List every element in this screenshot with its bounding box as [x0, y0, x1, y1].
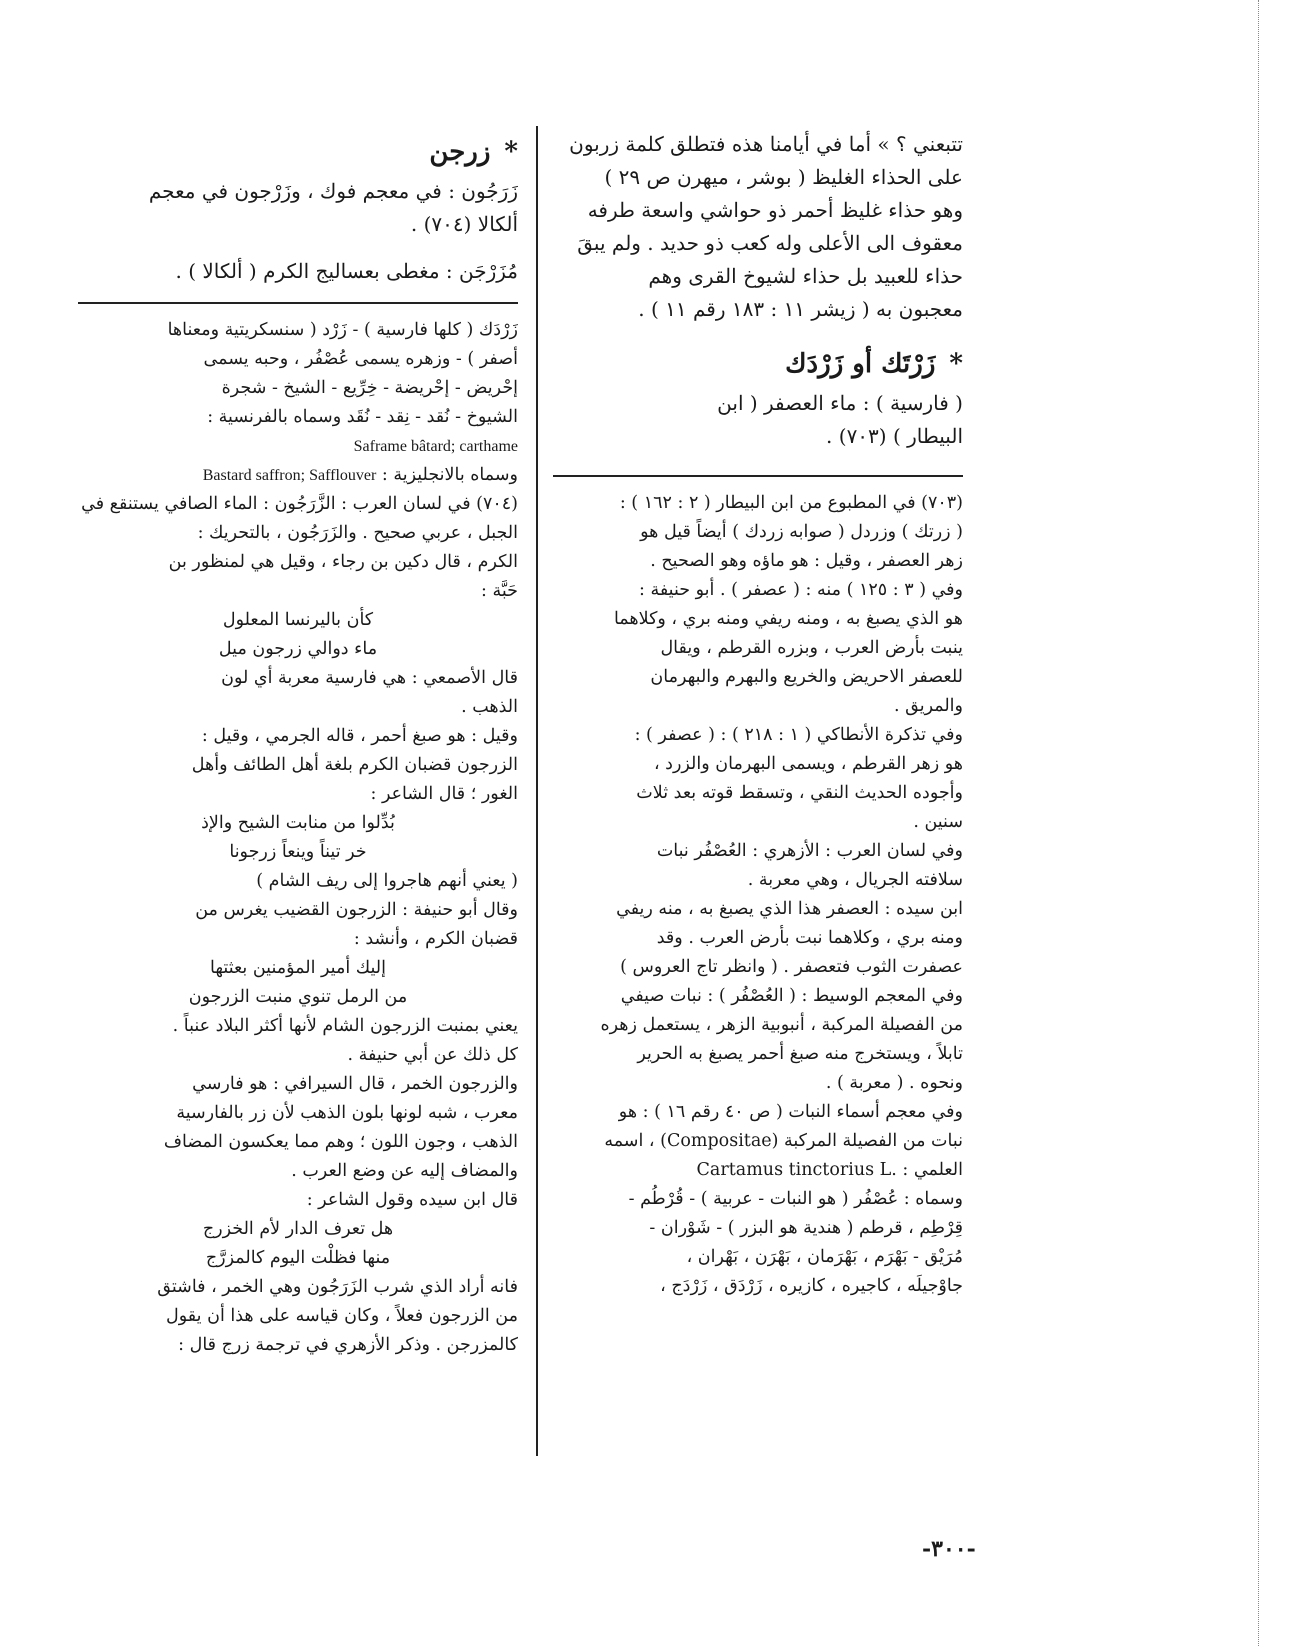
footnote-line: أصفر ) - وزهره يسمى عُصْفُر ، وحبه يسمى — [203, 349, 518, 369]
footnote-line: وفي تذكرة الأنطاكي ( ١ : ٢١٨ ) : ( عصفر ) : — [634, 725, 963, 745]
footnote-line: هو زهر القرطم ، ويسمى البهرمان والزرد ، — [653, 754, 963, 774]
verse-line: خر تيناً وينعاً زرجونا — [229, 842, 367, 862]
verse-line: هل تعرف الدار لأم الخزرج — [202, 1219, 394, 1239]
footnote-line: نبات من الفصيلة المركبة (Compositae) ، اسمه — [604, 1131, 963, 1151]
entry-heading-text: زرجن — [429, 137, 491, 167]
footnote-line: مُرَيْق - بَهْرَم ، بَهْرَمان ، بَهْرَن ، بَهْران ، — [686, 1247, 963, 1267]
left-column — [78, 128, 518, 1360]
footnote-line: قِرْطِم ، قرطم ( هندية هو البزر ) - شَوْران - — [649, 1218, 963, 1238]
footnote-line: وقال أبو حنيفة : الزرجون القضيب يغرس من — [195, 900, 518, 920]
page-number: -٣٠٠- — [922, 1536, 976, 1562]
right-footnotes — [553, 489, 963, 1301]
footnote-line: ( يعني أنهم هاجروا إلى ريف الشام ) — [256, 871, 518, 891]
footnote-line: ( زرتك ) وزردل ( صوابه زردك ) أيضاً قيل هو — [640, 522, 963, 542]
footnote-line: ومنه بري ، وكلاهما نبت بأرض العرب . وقد — [656, 928, 963, 948]
verse-line: منها فظلْت اليوم كالمزرَّج — [205, 1248, 391, 1268]
footnote-line: الشيوخ - نُقد - نِقد - نُقَد وسماه بالفرنسية : — [207, 407, 518, 427]
footnote-line: (٧٠٤) في لسان العرب : الزَّرَجُون : الماء الصافي يستنقع في — [81, 494, 518, 514]
footnote-line: جاوْجيلَه ، كاجيره ، كازيره ، زَرْدَق ، زَرْدَج ، — [660, 1276, 963, 1296]
verse-line: بُدِّلوا من منابت الشيح والإذ — [201, 813, 395, 833]
footnote-line: قال الأصمعي : هي فارسية معربة أي لون — [221, 668, 518, 688]
footnote-line: هو الذي يصبغ به ، ومنه ريفي ومنه بري ، وكلاهما — [613, 609, 963, 629]
footnote-line: العلمي : .Cartamus tinctorius L — [696, 1160, 963, 1180]
asterisk-icon: * — [949, 349, 963, 379]
footnote-line: كل ذلك عن أبي حنيفة . — [347, 1045, 518, 1065]
footnote-line: من الزرجون فعلاً ، وكان قياسه على هذا أن يقول — [166, 1306, 518, 1326]
text-line: حذاء للعبيد بل حذاء لشيوخ القرى وهم — [648, 264, 963, 288]
footnote-line: قال ابن سيده وقول الشاعر : — [306, 1190, 518, 1210]
footnote-line: كالمزرجن . وذكر الأزهري في ترجمة زرج قال : — [178, 1335, 518, 1355]
entry-heading-zartak — [553, 348, 963, 381]
entry-heading-text: زَرْتَك أو زَرْدَك — [785, 349, 936, 379]
footnote-line: من الفصيلة المركبة ، أنبوبية الزهر ، يستعمل زهره — [600, 1015, 963, 1035]
footnote-line: (٧٠٣) في المطبوع من ابن البيطار ( ٢ : ١٦٢ ) : — [619, 493, 963, 513]
right-top-text — [553, 128, 963, 326]
text-line: وهو حذاء غليظ أحمر ذو حواشي واسعة طرفه — [587, 198, 963, 222]
text-line: على الحذاء الغليظ ( بوشر ، ميهرن ص ٢٩ ) — [604, 165, 963, 189]
footnote-line: معرب ، شبه لونها بلون الذهب لأن زر بالفارسية — [176, 1103, 518, 1123]
footnote-line: ابن سيده : العصفر هذا الذي يصبغ به ، منه ريفي — [616, 899, 963, 919]
footnote-separator — [553, 475, 963, 477]
footnote-line: وفي لسان العرب : الأزهري : العُصْفُر نبات — [656, 841, 963, 861]
footnote-line: زهر العصفر ، وقيل : هو ماؤه وهو الصحيح . — [650, 551, 963, 571]
verse-line: ماء دوالي زرجون ميل — [218, 639, 378, 659]
footnote-line: ينبت بأرض العرب ، وبزره القرطم ، ويقال — [660, 638, 963, 658]
footnote-line: تابلاً ، ويستخرج منه صبغ أحمر يصبغ به الحرير — [637, 1044, 963, 1064]
footnote-line: ونحوه . ( معربة ) . — [825, 1073, 963, 1093]
left-footnotes — [78, 316, 518, 1360]
english-name: Bastard saffron; Safflouver — [202, 467, 377, 484]
footnote-line: وقيل : هو صبغ أحمر ، قاله الجرمي ، وقيل : — [201, 726, 518, 746]
english-name-line — [78, 461, 518, 490]
right-column — [553, 128, 963, 1301]
footnote-line: الزرجون قضبان الكرم بلغة أهل الطائف وأهل — [191, 755, 518, 775]
footnote-line: فانه أراد الذي شرب الزَرَجُون وهي الخمر ، فاشتق — [157, 1277, 518, 1297]
footnote-line: سنين . — [913, 812, 963, 832]
text-line: معجبون به ( زيشر ١١ : ١٨٣ رقم ١١ ) . — [638, 297, 963, 321]
footnote-line: وفي المعجم الوسيط : ( العُصْفُر ) : نبات صيفي — [620, 986, 963, 1006]
footnote-line: حَبَّة : — [481, 581, 518, 601]
footnote-line: الذهب . — [461, 697, 518, 717]
text-line: معقوف الى الأعلى وله كعب ذو حديد . ولم يبقَ — [577, 231, 963, 255]
verse-line: من الرمل تنوي منبت الزرجون — [188, 987, 408, 1007]
column-divider — [536, 126, 538, 1456]
verse-line: كأن باليرنسا المعلول — [222, 610, 374, 630]
footnote-line: للعصفر الاحريض والخريع والبهرم والبهرمان — [650, 667, 963, 687]
footnote-line: الغور ؛ قال الشاعر : — [370, 784, 518, 804]
page-edge-line — [1258, 0, 1259, 1646]
footnote-line: الكرم ، قال دكين بن رجاء ، وقيل هي لمنظور بن — [168, 552, 518, 572]
entry-heading-zarjan — [78, 136, 518, 169]
footnote-line: وسماه : عُصْفُر ( هو النبات - عربية ) - قُرْطُم - — [628, 1189, 963, 1209]
text-line: ألكالا (٧٠٤) . — [410, 212, 518, 236]
footnote-line: وفي ( ٣ : ١٢٥ ) منه : ( عصفر ) . أبو حنيفة : — [638, 580, 963, 600]
sub-entry-line: مُزَرْجَن : مغطى بعساليج الكرم ( ألكالا ) . — [175, 259, 518, 283]
footnote-line: يعني بمنبت الزرجون الشام لأنها أكثر البلاد عنباً . — [172, 1016, 518, 1036]
asterisk-icon: * — [504, 137, 518, 167]
footnote-line: الذهب ، وجون اللون ؛ وهم مما يعكسون المضاف — [163, 1132, 518, 1152]
text-line: البيطار ) (٧٠٣) . — [826, 424, 963, 448]
footnote-line: قضبان الكرم ، وأنشد : — [353, 929, 518, 949]
spacer — [78, 241, 518, 255]
text-line: تتبعني ؟ » أما في أيامنا هذه فتطلق كلمة زربون — [569, 132, 963, 156]
footnote-line: الجبل ، عربي صحيح . والزَرَجُون ، بالتحريك : — [197, 523, 518, 543]
text-line: زَرَجُون : في معجم فوك ، وزَرْجون في معجم — [148, 179, 518, 203]
footnote-line: إحْريض - إحْريضة - خِرِّيع - الشيخ - شجرة — [221, 378, 518, 398]
footnote-line: والمضاف إليه عن وضع العرب . — [291, 1161, 518, 1181]
footnote-separator — [78, 302, 518, 304]
footnote-line: وفي معجم أسماء النبات ( ص ٤٠ رقم ١٦ ) : هو — [618, 1102, 963, 1122]
french-name: Saframe bâtard; carthame — [353, 438, 518, 455]
footnote-line: سلافته الجريال ، وهي معربة . — [747, 870, 963, 890]
footnote-line: زَرْدَك ( كلها فارسية ) - زَرْد ( سنسكريتية ومعناها — [167, 320, 518, 340]
english-label: وسماه بالانجليزية : — [381, 465, 518, 485]
verse-line: إليك أمير المؤمنين بعثتها — [210, 958, 386, 978]
footnote-line: والزرجون الخمر ، قال السيرافي : هو فارسي — [192, 1074, 518, 1094]
footnote-line: والمريق . — [893, 696, 963, 716]
footnote-line: وأجوده الحديث النقي ، وتسقط قوته بعد ثلاث — [636, 783, 963, 803]
text-line: ( فارسية ) : ماء العصفر ( ابن — [717, 391, 963, 415]
footnote-line: عصفرت الثوب فتعصفر . ( وانظر تاج العروس ) — [620, 957, 963, 977]
